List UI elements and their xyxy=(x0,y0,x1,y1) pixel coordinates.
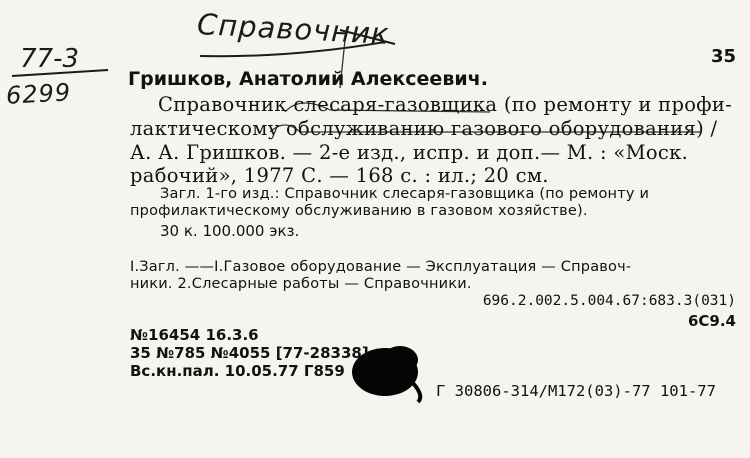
code-line-2: 35 №785 №4055 [77-28338] xyxy=(130,344,369,362)
title-line-1: Справочник слесаря-газовщика (по ремонту и профи- xyxy=(158,93,733,116)
handwritten-call-number: 77-3 xyxy=(20,44,80,74)
title-line-4: рабочий», 1977 С. — 168 с. : ил.; 20 см. xyxy=(130,164,549,187)
publisher-code: Г 30806-314/М172(03)-77 101-77 xyxy=(436,382,716,400)
udc-code: 696.2.002.5.004.67:683.3(031) xyxy=(482,293,736,309)
page-number: 35 xyxy=(710,46,736,67)
tracing-line-1: I.Загл. ——I.Газовое оборудование — Эксплуатация — Справоч- xyxy=(130,259,632,275)
title-line-2: лактическому обслуживанию газового оборудования) / xyxy=(130,117,718,140)
code-line-3: Вс.кн.пал. 10.05.77 Г859 xyxy=(130,362,345,380)
ink-blot-tail xyxy=(410,380,420,402)
handwritten-accession-number: 6299 xyxy=(5,78,72,110)
price-and-print-run: 30 к. 100.000 экз. xyxy=(160,222,300,240)
ink-blot-edge xyxy=(382,346,418,374)
handwritten-top-note: Справочник xyxy=(196,6,391,52)
note-line-1: Загл. 1-го изд.: Справочник слесаря-газовщика (по ремонту и xyxy=(160,186,650,202)
title-line-3: А. А. Гришков. — 2-е изд., испр. и доп.— М. : «Моск. xyxy=(130,141,689,164)
tracing-line-2: ники. 2.Слесарные работы — Справочники. xyxy=(130,276,472,292)
author-heading: Гришков, Анатолий Алексеевич. xyxy=(128,68,488,90)
note-line-2: профилактическому обслуживанию в газовом хозяйстве). xyxy=(130,203,588,219)
code-line-1: №16454 16.3.6 xyxy=(130,326,259,344)
bbk-code: 6С9.4 xyxy=(687,312,736,330)
